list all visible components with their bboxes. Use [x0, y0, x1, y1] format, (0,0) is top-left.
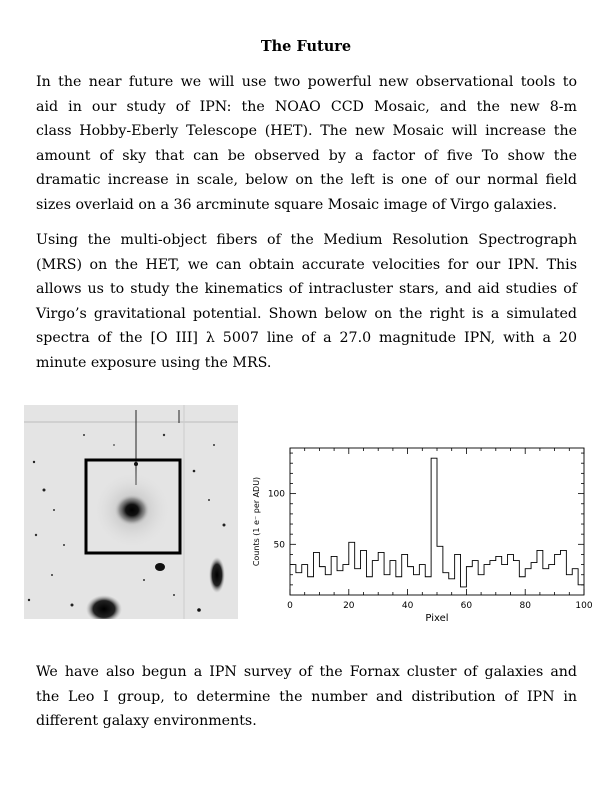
mosaic-image — [24, 405, 238, 619]
text-line: aid in our study of IPN: the NOAO CCD Mosaic, and the new 8-m — [36, 98, 577, 115]
text-line: sizes overlaid on a 36 arcminute square Mosaic image of Virgo galaxies. — [36, 196, 558, 213]
spectrum-series-line — [290, 458, 584, 587]
text-line: Using the multi-object fibers of the Medium Resolution Spectrograph — [36, 232, 577, 248]
text-line: (MRS) on the HET, we can obtain accurate velocities for our IPN. This — [36, 256, 577, 273]
text-line: the Leo I group, to determine the number and distribution of IPN in — [36, 688, 577, 705]
x-tick-label: 20 — [343, 601, 355, 611]
text-line: allows us to study the kinematics of intracluster stars, and aid studies of — [36, 281, 577, 297]
intro-paragraph — [36, 70, 577, 217]
text-line: minute exposure using the MRS. — [36, 354, 272, 371]
x-tick-label: 100 — [575, 601, 593, 611]
x-tick-label: 40 — [401, 601, 414, 611]
y-tick-label: 50 — [273, 540, 285, 551]
section-title: The Future — [260, 38, 352, 55]
text-line: different galaxy environments. — [36, 713, 257, 729]
survey-paragraph — [36, 660, 577, 734]
text-line: dramatic increase in scale, below on the left is one of our normal field — [36, 172, 577, 188]
text-line: In the near future we will use two powerful new observational tools to — [36, 74, 577, 90]
x-axis-label: Pixel — [425, 613, 449, 624]
spectrograph-paragraph — [36, 228, 577, 375]
text-line: class Hobby-Eberly Telescope (HET). The new Mosaic will increase the — [36, 123, 577, 139]
x-tick-label: 80 — [519, 601, 531, 611]
x-tick-label: 60 — [460, 601, 473, 611]
text-line: We have also begun a IPN survey of the Fornax cluster of galaxies and — [36, 664, 577, 680]
y-axis-label: Counts (1 e⁻ per ADU) — [252, 476, 261, 567]
text-line: amount of sky that can be observed by a factor of five To show the — [36, 147, 577, 164]
spectrum-plot — [247, 445, 597, 625]
x-tick-label: 0 — [287, 601, 293, 611]
y-tick-label: 100 — [267, 489, 285, 500]
text-line: spectra of the [O III] λ 5007 line of a 27.0 magnitude IPN, with a 20 — [36, 330, 577, 346]
text-line: Virgo’s gravitational potential. Shown below on the right is a simulated — [36, 305, 577, 322]
